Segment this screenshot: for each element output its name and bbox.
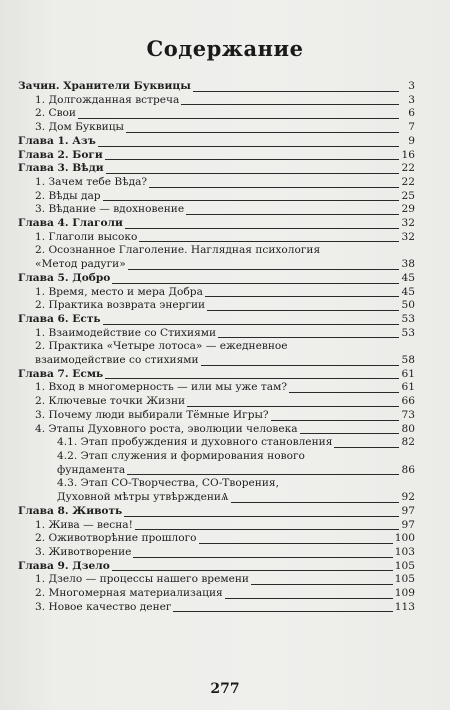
- leader-line: [103, 200, 399, 201]
- toc-entry-continuation: 2. Осознанное Глаголение. Наглядная психология: [35, 244, 321, 257]
- toc-entry-page: 82: [401, 436, 415, 449]
- leader-line: [218, 337, 399, 338]
- toc-entry-page: 3: [408, 93, 415, 106]
- toc-entry-title: 2. Многомерная материализация: [35, 587, 223, 600]
- toc-section-entry[interactable]: [18, 231, 415, 245]
- toc-chapter-entry[interactable]: [18, 560, 415, 574]
- toc-chapter-entry[interactable]: [18, 505, 415, 519]
- toc-section-entry[interactable]: [18, 587, 415, 601]
- toc-entry-page: 100: [394, 532, 415, 545]
- toc-entry-page: 53: [401, 312, 415, 325]
- toc-entry-title: Глава 5. Добро: [18, 271, 111, 284]
- toc-entry-title: Глава 9. Дзело: [18, 559, 110, 572]
- leader-line: [112, 570, 393, 571]
- toc-entry-page: 53: [401, 326, 415, 339]
- leader-line: [78, 118, 399, 119]
- toc-section-entry[interactable]: [18, 436, 415, 450]
- toc-chapter-entry[interactable]: [18, 313, 415, 327]
- leader-line: [149, 187, 399, 188]
- toc-section-entry[interactable]: [18, 409, 415, 423]
- toc-entry-page: 29: [401, 203, 415, 216]
- leader-line: [300, 433, 399, 434]
- toc-entry-title: 2. Ключевые точки Жизни: [35, 395, 186, 408]
- toc-chapter-entry[interactable]: [18, 272, 415, 286]
- leader-line: [231, 502, 399, 503]
- toc-section-entry[interactable]: [18, 573, 415, 587]
- leader-line: [201, 365, 399, 366]
- leader-line: [187, 406, 399, 407]
- leader-line: [135, 529, 399, 530]
- toc-entry-continuation: 2. Практика «Четыре лотоса» — ежедневное: [35, 340, 288, 353]
- toc-entry-page: 113: [394, 600, 415, 613]
- toc-entry-continuation: 4.2. Этап служения и формирования нового: [57, 449, 305, 462]
- toc-section-entry[interactable]: [18, 121, 415, 135]
- toc-entry-title: 1. Дзело — процессы нашего времени: [35, 573, 249, 586]
- toc-entry-page: 86: [401, 463, 415, 476]
- toc-entry-title: Глава 1. Азъ: [18, 134, 96, 147]
- leader-line: [251, 584, 393, 585]
- toc-entry-title: 3. Животворение: [35, 545, 132, 558]
- table-of-contents: [18, 80, 415, 614]
- toc-entry-page: 32: [401, 230, 415, 243]
- toc-entry-title: 1. Зачем тебе Вѣда?: [35, 175, 148, 188]
- toc-entry-page: 6: [408, 107, 415, 120]
- leader-line: [334, 447, 399, 448]
- toc-chapter-entry[interactable]: [18, 80, 415, 94]
- toc-entry-page: 66: [401, 395, 415, 408]
- leader-line: [199, 543, 393, 544]
- leader-line: [124, 516, 399, 517]
- toc-entry-title: 1. Глаголи высоко: [35, 230, 138, 243]
- toc-section-entry[interactable]: [18, 258, 415, 272]
- leader-line: [186, 214, 399, 215]
- leader-line: [125, 228, 399, 229]
- toc-entry-page: 25: [401, 189, 415, 202]
- toc-entry-page: 61: [401, 367, 415, 380]
- toc-entry-page: 61: [401, 381, 415, 394]
- toc-chapter-entry[interactable]: [18, 135, 415, 149]
- toc-section-entry[interactable]: [18, 190, 415, 204]
- leader-line: [98, 146, 399, 147]
- leader-line: [106, 173, 399, 174]
- toc-section-entry[interactable]: [18, 381, 415, 395]
- toc-entry-title: 4.1. Этап пробуждения и духовного становления: [57, 436, 333, 449]
- toc-section-entry[interactable]: [18, 546, 415, 560]
- leader-line: [103, 324, 399, 325]
- toc-entry-title: фундамента: [57, 463, 126, 476]
- leader-line: [205, 296, 399, 297]
- toc-entry-title: 4. Этапы Духовного роста, эволюции человека: [35, 422, 298, 435]
- toc-entry-page: 45: [401, 271, 415, 284]
- toc-entry-title: Глава 8. Животь: [18, 504, 123, 517]
- toc-entry-title: Глава 4. Глаголи: [18, 217, 123, 230]
- toc-section-entry[interactable]: [18, 176, 415, 190]
- page-number: 277: [210, 681, 240, 697]
- toc-entry-title: взаимодействие со стихиями: [35, 354, 199, 367]
- toc-entry-page: 73: [401, 408, 415, 421]
- toc-entry-page: 109: [394, 587, 415, 600]
- toc-entry-page: 50: [401, 299, 415, 312]
- toc-section-entry[interactable]: [18, 601, 415, 615]
- toc-section-entry[interactable]: [18, 423, 415, 437]
- leader-line: [139, 241, 399, 242]
- toc-entry-page: 9: [408, 134, 415, 147]
- toc-chapter-entry[interactable]: [18, 149, 415, 163]
- toc-section-entry[interactable]: [18, 286, 415, 300]
- leader-line: [133, 557, 392, 558]
- toc-entry-title: 3. Дом Буквицы: [35, 121, 124, 134]
- toc-entry-page: 97: [401, 518, 415, 531]
- toc-entry-title: Глава 3. Вѣди: [18, 162, 104, 175]
- leader-line: [112, 283, 399, 284]
- toc-entry-title: Зачин. Хранители Буквицы: [18, 80, 191, 92]
- toc-entry-title: 2. Свои: [35, 107, 76, 120]
- leader-line: [173, 611, 392, 612]
- toc-entry-title: Глава 7. Есмь: [18, 367, 104, 380]
- leader-line: [126, 132, 399, 133]
- toc-section-entry[interactable]: [18, 519, 415, 533]
- leader-line: [193, 91, 399, 92]
- leader-line: [207, 310, 399, 311]
- toc-entry-title: Глава 6. Есть: [18, 312, 101, 325]
- leader-line: [271, 420, 399, 421]
- toc-entry-page: 92: [401, 491, 415, 504]
- leader-line: [289, 392, 399, 393]
- toc-entry-page: 38: [401, 258, 415, 271]
- toc-entry-continuation: 4.3. Этап СО-Творчества, СО-Творения,: [57, 477, 279, 490]
- toc-entry-page: 103: [394, 545, 415, 558]
- toc-chapter-entry[interactable]: [18, 217, 415, 231]
- toc-entry-page: 22: [401, 175, 415, 188]
- toc-entry-title: 3. Вѣдание — вдохновение: [35, 203, 185, 216]
- leader-line: [128, 269, 399, 270]
- toc-entry-title: 1. Взаимодействие со Стихиями: [35, 326, 217, 339]
- toc-entry-title: 2. Практика возврата энергии: [35, 299, 206, 312]
- toc-section-entry[interactable]: [18, 532, 415, 546]
- toc-section-entry[interactable]: [18, 94, 415, 108]
- toc-entry-page: 3: [408, 80, 415, 92]
- toc-entry-title: Духовной мѣтры утвѣрждениѦ: [57, 491, 229, 504]
- toc-section-entry[interactable]: [18, 327, 415, 341]
- toc-entry-page: 58: [401, 354, 415, 367]
- toc-entry-title: 1. Время, место и мера Добра: [35, 285, 203, 298]
- toc-section-entry[interactable]: [18, 354, 415, 368]
- toc-entry-title: 1. Вход в многомерность — или мы уже там?: [35, 381, 288, 394]
- leader-line: [105, 378, 399, 379]
- toc-entry-page: 105: [394, 559, 415, 572]
- toc-entry-page: 22: [401, 162, 415, 175]
- page-title: Содержание: [146, 36, 304, 61]
- leader-line: [225, 598, 393, 599]
- toc-section-entry[interactable]: [18, 464, 415, 478]
- toc-entry-page: 97: [401, 504, 415, 517]
- toc-section-entry[interactable]: [18, 491, 415, 505]
- toc-section-entry[interactable]: [18, 203, 415, 217]
- toc-section-entry[interactable]: [18, 107, 415, 121]
- leader-line: [127, 474, 399, 475]
- toc-entry-page: 7: [408, 121, 415, 134]
- toc-entry-title: «Метод радуги»: [35, 258, 126, 271]
- toc-chapter-entry[interactable]: [18, 368, 415, 382]
- toc-chapter-entry[interactable]: [18, 162, 415, 176]
- toc-entry-title: 1. Жива — весна!: [35, 518, 133, 531]
- toc-entry-title: 2. Оживотворѣние прошлого: [35, 532, 197, 545]
- toc-entry-title: 3. Почему люди выбирали Тёмные Игры?: [35, 408, 269, 421]
- toc-entry-page: 32: [401, 217, 415, 230]
- toc-entry-page: 16: [401, 148, 415, 161]
- toc-entry-page: 80: [401, 422, 415, 435]
- toc-section-entry[interactable]: [18, 299, 415, 313]
- toc-entry-title: 2. Вѣды дар: [35, 189, 101, 202]
- toc-entry-title: Глава 2. Боги: [18, 148, 103, 161]
- toc-entry-page: 105: [394, 573, 415, 586]
- toc-entry-page: 45: [401, 285, 415, 298]
- bleed-through-texture: [426, 40, 450, 660]
- toc-section-entry[interactable]: [18, 395, 415, 409]
- leader-line: [181, 104, 399, 105]
- toc-entry-title: 1. Долгожданная встреча: [35, 93, 180, 106]
- leader-line: [105, 159, 399, 160]
- toc-entry-title: 3. Новое качество денег: [35, 600, 172, 613]
